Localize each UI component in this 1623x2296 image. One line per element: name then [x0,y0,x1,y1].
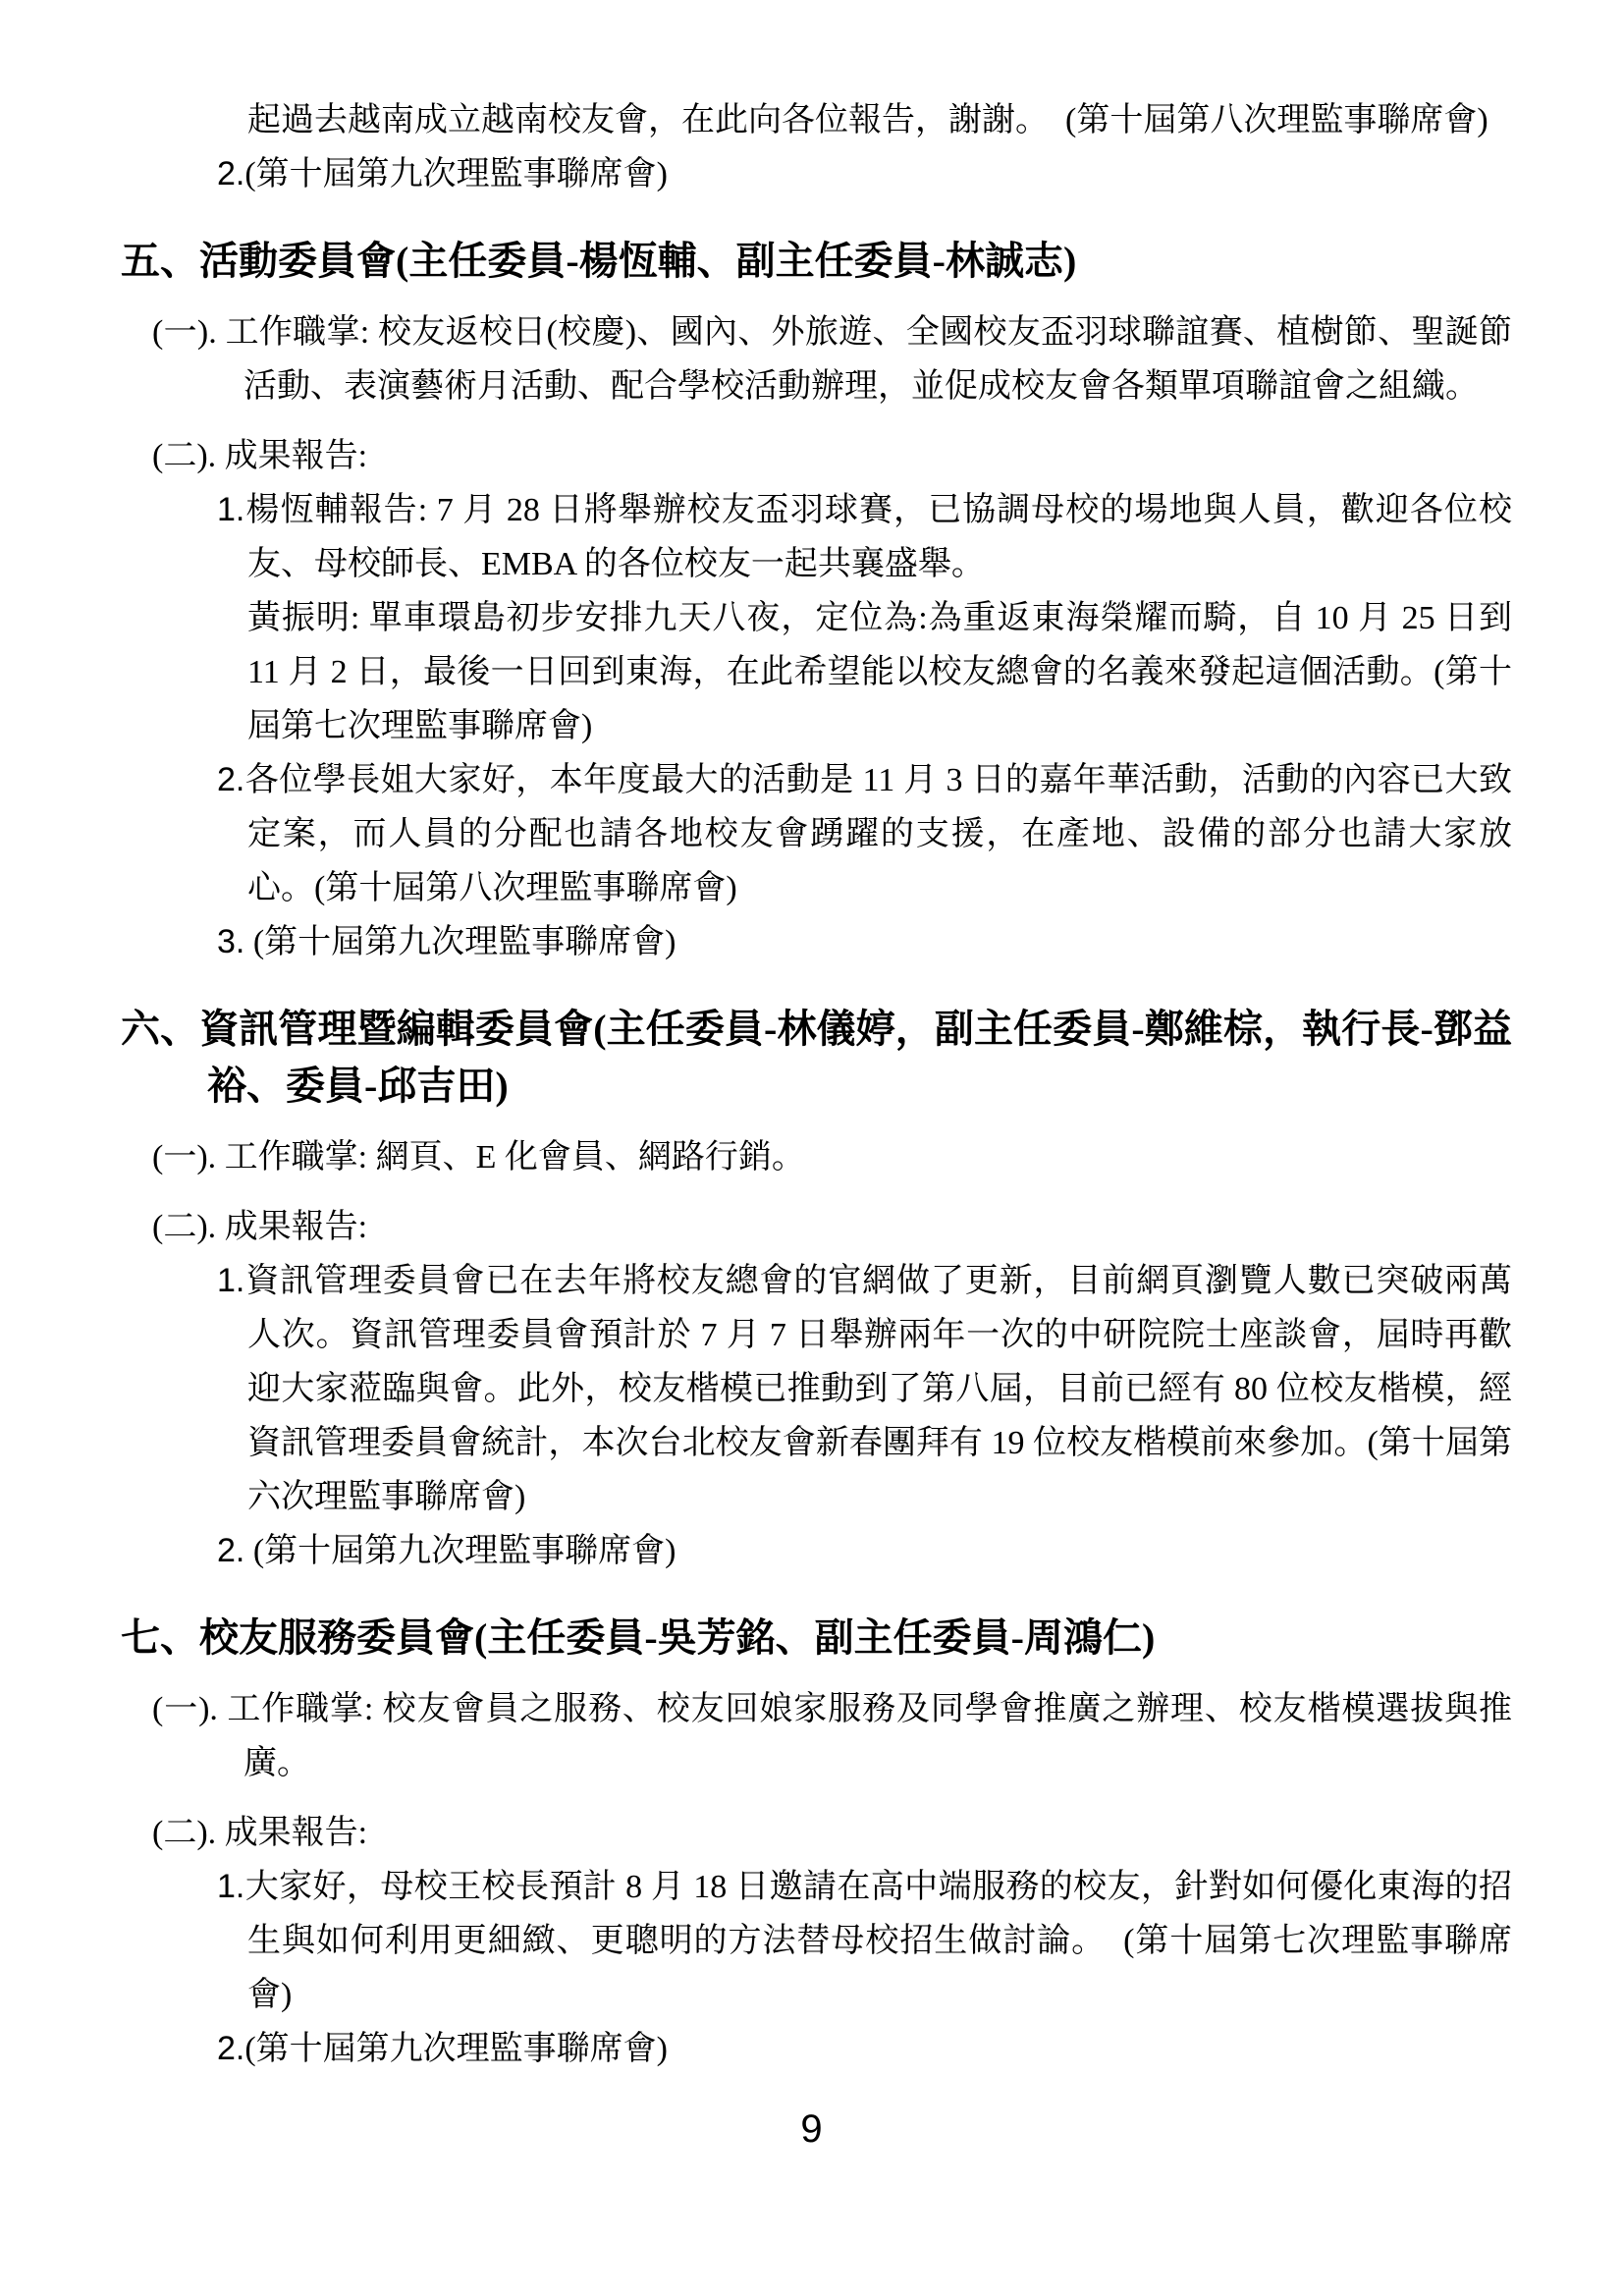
list-item [0,2022,1512,2076]
section-information-committee [0,1001,1623,1578]
item-number: 1. [217,1262,245,1299]
duty-label: (一). [152,314,217,351]
list-item [0,915,1512,969]
duty-text: 工作職掌: 校友會員之服務、校友回娘家服務及同學會推廣之辦理、校友楷模選拔與推廣。 [227,1691,1512,1781]
duty-paragraph [0,305,1512,413]
report-paragraph [0,429,1512,483]
list-item [0,1860,1512,2022]
section-heading: 六、資訊管理暨編輯委員會(主任委員-林儀婷，副主任委員-鄭維棕，執行長-鄧益裕、委員-邱吉田) [121,1007,1512,1108]
list-item [0,147,1512,201]
report-label: (二). [152,438,217,474]
item-text: (第十屆第九次理監事聯席會) [244,156,669,192]
continuation-paragraph: 起過去越南成立越南校友會，在此向各位報告，謝謝。 (第十屆第八次理監事聯席會) [247,102,1488,138]
report-paragraph [0,1806,1512,1860]
report-text: 成果報告: [224,438,368,474]
item-text: 大家好，母校王校長預計 8 月 18 日邀請在高中端服務的校友，針對如何優化東海的招生與如何利用更細緻、更聰明的方法替母校招生做討論。 (第十屆第七次理監事聯席會) [244,1869,1512,2013]
section-activity-committee [0,233,1623,969]
item-text: 資訊管理委員會已在去年將校友總會的官網做了更新，目前網頁瀏覽人數已突破兩萬人次。資訊管理委員會預計於 7 月 7 日舉辦兩年一次的中研院院士座談會，屆時再歡迎大家蒞臨與會。此外，校友楷模已推動到了第八屆，目前已經有 80 位校友楷模，經資訊管理委員會統計，本次台北校友會新春團拜有 19 位校友楷模前來參加。(第十屆第六次理監事聯席會) [244,1263,1512,1515]
item-number: 2. [217,2030,245,2067]
duty-paragraph [0,1682,1512,1790]
item-number: 1. [217,1868,245,1905]
item-text: (第十屆第九次理監事聯席會) [244,2031,669,2067]
section-alumni-service-committee [0,1610,1623,2076]
duty-text: 工作職掌: 校友返校日(校慶)、國內、外旅遊、全國校友盃羽球聯誼賽、植樹節、聖誕節活動、表演藝術月活動、配合學校活動辦理，並促成校友會各類單項聯誼會之組織。 [225,314,1513,405]
item-text: (第十屆第九次理監事聯席會) [244,924,676,960]
item-number: 1. [217,491,245,528]
list-item [0,483,1512,591]
duty-text: 工作職掌: 網頁、E 化會員、網路行銷。 [224,1139,805,1175]
report-text: 成果報告: [224,1815,368,1851]
report-paragraph [0,1200,1512,1254]
duty-label: (一). [152,1691,218,1727]
report-text: 成果報告: [224,1209,368,1245]
item-number: 2. [217,761,245,798]
top-continuation-block [0,93,1623,201]
item-text: 各位學長姐大家好，本年度最大的活動是 11 月 3 日的嘉年華活動，活動的內容已大致定案，而人員的分配也請各地校友會踴躍的支援，在產地、設備的部分也請大家放心。(第十屆第八次理監事聯席會) [244,762,1512,906]
duty-label: (一). [152,1139,217,1175]
section-heading: 五、活動委員會(主任委員-楊恆輔、副主任委員-林誠志) [121,239,1077,283]
list-item [0,1254,1512,1524]
page-number: 9 [800,2107,823,2151]
item-text: 楊恆輔報告: 7 月 28 日將舉辦校友盃羽球賽，已協調母校的場地與人員，歡迎各位校友、母校師長、EMBA 的各位校友一起共襄盛舉。 [244,492,1512,582]
list-item [0,1524,1512,1578]
report-label: (二). [152,1815,217,1851]
report-label: (二). [152,1209,217,1245]
list-item [0,753,1512,915]
item-number: 2. [217,155,245,192]
list-item-subparagraph: 黃振明: 單車環島初步安排九天八夜，定位為:為重返東海榮耀而騎，自 10 月 25 日到 11 月 2 日，最後一日回到東海，在此希望能以校友總會的名義來發起這個活動。(第十屆第七次理監事聯席會) [247,600,1512,744]
item-text: (第十屆第九次理監事聯席會) [244,1533,676,1569]
item-number: 2. [217,1532,245,1569]
duty-paragraph [0,1130,1512,1184]
section-heading: 七、校友服務委員會(主任委員-吳芳銘、副主任委員-周鴻仁) [121,1615,1156,1660]
item-number: 3. [217,923,245,960]
